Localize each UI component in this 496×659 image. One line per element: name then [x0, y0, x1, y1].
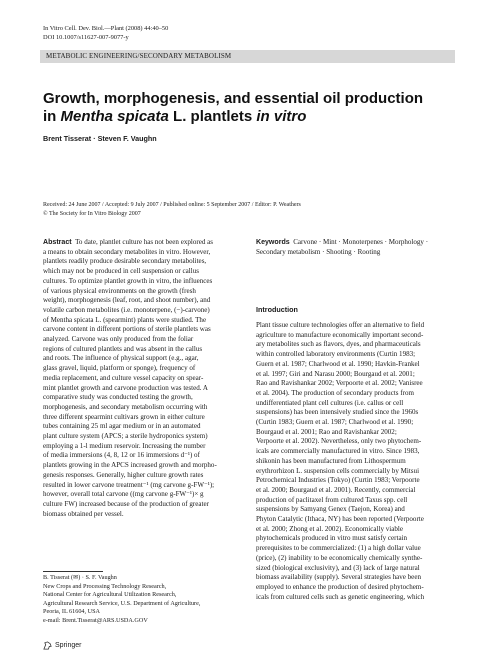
abstract-line: comparative study was conducted testing the growth,: [43, 393, 193, 402]
article-title: [43, 90, 463, 125]
introduction-line: employed to enhance the production of desired phytochem-: [256, 582, 424, 591]
abstract-line: plant culture system (APCS; a sterile hydroponics system): [43, 432, 208, 441]
abstract-line: tubes containing 25 ml agar medium or in an automated: [43, 422, 201, 431]
introduction-line: ary metabolites such as flavors, dyes, and pharmaceuticals: [256, 340, 421, 349]
abstract-line: morphogenesis, and secondary metabolism occurring with: [43, 402, 208, 411]
introduction-line: biomass availability (supply). Several strategies have been: [256, 573, 421, 582]
publication-dates: [43, 201, 463, 218]
introduction-line: (price), (2) inability to be economically chemically synthe-: [256, 553, 423, 562]
introduction-line: within controlled laboratory environments (Curtin 1983;: [256, 350, 416, 359]
abstract-line: volatile carbon metabolites (i.e. monoterpene, (−)-carvone): [43, 305, 210, 314]
introduction-line: et al. 2000; Zhong et al. 2002). Economically viable: [256, 524, 403, 533]
introduction-line: (Curtin 1983; Guern et al. 1987; Charlwood et al. 1990;: [256, 418, 414, 427]
introduction-line: suspensions by Samyang Genex (Taejon, Korea) and: [256, 505, 405, 514]
affil-agency: Agricultural Research Service, U.S. Department of Agriculture,: [43, 599, 201, 607]
section-band: METABOLIC ENGINEERING/SECONDARY METABOLISM: [40, 50, 455, 63]
affil-address: Peoria, IL 61604, USA: [43, 608, 100, 616]
introduction-heading: Introduction: [256, 305, 298, 314]
keywords-text: Carvone · Mint · Monoterpenes · Morphology ·: [293, 238, 429, 246]
introduction-line: et al. 2000; Bourgaud et al. 2001). Recently, commercial: [256, 485, 416, 494]
title-line-1: Growth, morphogenesis, and essential oil production: [43, 90, 424, 107]
introduction-line: et al. 1997; Giri and Narasu 2000; Bourgaud et al. 2001;: [256, 369, 415, 378]
title-species: Mentha spicata: [60, 107, 169, 125]
abstract-line: weight), morphogenesis (leaf, root, and shoot number), and: [43, 296, 211, 305]
publisher-logo: [43, 641, 81, 650]
introduction-line: Bourgaud et al. 2001; Rao and Ravishankar 2002;: [256, 427, 397, 436]
abstract-line: which may not be produced in cell suspension or callus: [43, 267, 199, 276]
abstract-line: culture FW) increased because of the production of greater: [43, 499, 209, 508]
introduction-line: icals are commercially manufactured in vitro. Since 1983,: [256, 447, 420, 456]
springer-horse-icon: [43, 641, 52, 650]
introduction-line: Plant tissue culture technologies offer an alternative to field: [256, 321, 425, 329]
introduction-line: phytochemicals produced in vitro must satisfy certain: [256, 534, 408, 543]
journal-citation: In Vitro Cell. Dev. Biol.—Plant (2008) 44:40–50: [43, 25, 169, 32]
abstract-line: To date, plantlet culture has not been explored as: [75, 238, 213, 246]
introduction-line: Petrochemical Industries (Tokyo) (Curtin 1983; Verpoorte: [256, 476, 420, 485]
journal-doi[interactable]: DOI 10.1007/s11627-007-9077-y: [43, 34, 129, 41]
abstract-line: plantlets growing in the APCS increased growth and morpho-: [43, 461, 217, 470]
copyright-line: © The Society for In Vitro Biology 2007: [43, 210, 141, 217]
introduction-line: shikonin has been manufactured from Lithospermum: [256, 456, 406, 465]
footnote-rule: [43, 571, 103, 572]
introduction-line: prerequisites to be commercialized: (1) a high dollar value: [256, 544, 421, 553]
abstract-line: mint plantlet growth and carvone production was tested. A: [43, 383, 208, 392]
abstract-heading: Abstract: [43, 239, 72, 246]
abstract-line: a means to obtain secondary metabolites in vitro. However,: [43, 247, 211, 256]
introduction-line: Verpoorte et al. 2002). Nevertheless, only two phytochem-: [256, 437, 422, 446]
author-affiliation: [43, 574, 243, 626]
introduction-line: undifferentiated plant cell cultures (i.e. callus or cell: [256, 398, 404, 407]
abstract-line: and roots. The influence of physical support (e.g., agar,: [43, 354, 199, 363]
abstract-line: of Mentha spicata L. (spearmint) plants were studied. The: [43, 315, 207, 324]
title-line-2: [43, 108, 463, 126]
introduction-line: Guern et al. 1987; Charlwood et al. 1990; Havkin-Frankel: [256, 359, 420, 368]
abstract-line: media replacement, and culture vessel capacity on spear-: [43, 373, 204, 382]
abstract-line: resulted in lower carvone treatment⁻¹ (mg carvone g-FW⁻¹);: [43, 480, 215, 489]
introduction-line: erythrorhizon L. suspension cells commercially by Mitsui: [256, 466, 420, 475]
dates-line: Received: 24 June 2007 / Accepted: 9 July 2007 / Published online: 5 September 2007 / Editor: P. Weathers: [43, 202, 301, 208]
title-text: in: [43, 107, 61, 125]
introduction-line: Phyton Catalytic (Ithaca, NY) has been reported (Verpoorte: [256, 515, 424, 524]
keywords-line-2: Secondary metabolism · Shooting · Rooting: [256, 247, 381, 256]
abstract-line: glass gravel, liquid, platform or sponge), frequency of: [43, 364, 196, 373]
introduction-line: et al. 2004). The production of secondary products from: [256, 388, 414, 397]
journal-header: [43, 24, 168, 42]
affil-unit: New Crops and Processing Technology Research,: [43, 582, 167, 590]
abstract-line: carvone content in different portions of sterile plantlets was: [43, 325, 211, 334]
keywords-heading: Keywords: [256, 239, 290, 246]
affil-email[interactable]: e-mail: Brent.Tisserat@ARS.USDA.GOV: [43, 616, 148, 624]
abstract-line: employing a 1-l medium reservoir. Increasing the number: [43, 441, 206, 450]
title-in-vitro: in vitro: [256, 107, 307, 125]
abstract-line: biomass obtained per vessel.: [43, 509, 124, 518]
abstract-line: regions of cultured plantlets and was absent in the callus: [43, 344, 203, 353]
introduction-body: [256, 321, 454, 602]
affil-center: National Center for Agricultural Utilization Research,: [43, 591, 177, 599]
introduction-line: production of paclitaxel from cultured Taxus spp. cell: [256, 495, 408, 504]
introduction-line: sized (biological exclusivity), and (3) lack of large natural: [256, 563, 420, 572]
keywords: [256, 238, 454, 257]
abstract-first-line: [43, 238, 241, 248]
abstract: [43, 238, 241, 519]
abstract-line: analyzed. Carvone was only produced from the foliar: [43, 335, 194, 344]
introduction-line: suspensions) has been intensively studied since the 1960s: [256, 408, 419, 417]
abstract-line: of various physical environments on the growth (fresh: [43, 286, 196, 295]
abstract-line: plantlets readily produce desirable secondary metabolites,: [43, 257, 207, 266]
abstract-line: genesis responses. Generally, higher culture growth rates: [43, 470, 204, 479]
introduction-line: agriculture to manufacture economically important second-: [256, 330, 424, 339]
authors: Brent Tisserat · Steven F. Vaughn: [43, 134, 157, 143]
abstract-line: of media immersions (4, 8, 12 or 16 immersions d⁻¹) of: [43, 451, 200, 460]
abstract-line: however, overall total carvone ((mg carvone g-FW⁻¹)× g: [43, 490, 204, 499]
abstract-line: three different spearmint cultivars grown in either culture: [43, 412, 205, 421]
affil-authors: B. Tisserat (✉) · S. F. Vaughn: [43, 574, 117, 581]
abstract-line: cultures. To optimize plantlet growth in vitro, the influences: [43, 276, 213, 285]
publisher-name: Springer: [55, 642, 82, 649]
title-text: L. plantlets: [168, 107, 257, 125]
introduction-line: icals from cultured cells such as genetic engineering, which: [256, 592, 425, 601]
keywords-line-1: [256, 238, 454, 248]
introduction-line: Rao and Ravishankar 2002; Verpoorte et al. 2002; Vanisree: [256, 379, 423, 388]
